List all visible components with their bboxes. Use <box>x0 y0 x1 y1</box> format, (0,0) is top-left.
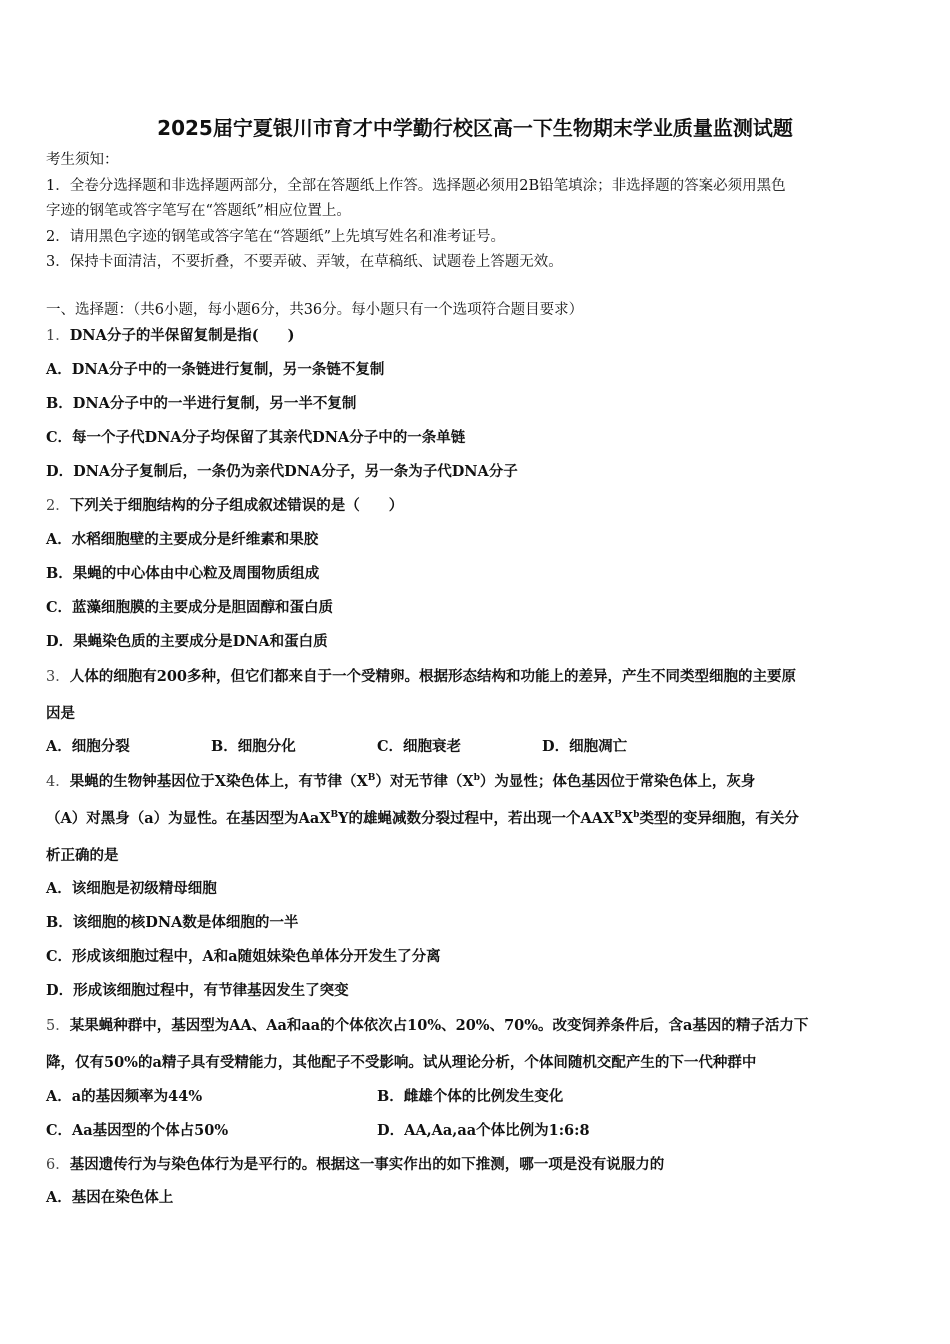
question-5-cont: 降，仅有50%的a精子具有受精能力，其他配子不受影响。试从理论分析，个体间随机交配产生的下一代种群中 <box>46 1054 757 1071</box>
question-text: DNA分子的半保留复制是指( ) <box>69 327 295 344</box>
q3-option-d: D．细胞凋亡 <box>542 738 628 755</box>
q3-option-a: A．细胞分裂 <box>46 738 130 755</box>
q4-option-c: C．形成该细胞过程中，A和a随姐妹染色单体分开发生了分离 <box>46 948 441 965</box>
q2-option-c: C．蓝藻细胞膜的主要成分是胆固醇和蛋白质 <box>46 599 334 616</box>
q4-option-b: B．该细胞的核DNA数是体细胞的一半 <box>46 914 299 931</box>
question-text: ）对无节律（X <box>375 773 474 790</box>
question-text: 基因遗传行为与染色体行为是平行的。根据这一事实作出的如下推测，哪一项是没有说服力的 <box>69 1156 665 1173</box>
question-text: 类型的变异细胞，有关分 <box>639 810 799 827</box>
notice-item-1-cont: 字迹的钢笔或答字笔写在“答题纸”相应位置上。 <box>46 203 351 219</box>
q5-options-row-1 <box>46 1087 906 1107</box>
question-number: 3． <box>46 669 70 685</box>
exam-title: 2025届宁夏银川市育才中学勤行校区高一下生物期末学业质量监测试题 <box>157 116 793 140</box>
question-text: 某果蝇种群中，基因型为AA、Aa和aa的个体依次占10%、20%、70%。改变饲养条件后，含a基因的精子活力下 <box>69 1017 809 1034</box>
question-6 <box>46 1155 664 1175</box>
q1-option-a: A．DNA分子中的一条链进行复制，另一条链不复制 <box>46 361 385 378</box>
question-text: Y的雄蝇减数分裂过程中，若出现一个AAX <box>338 810 615 827</box>
superscript: B <box>614 810 622 821</box>
notice-heading: 考生须知： <box>46 152 119 168</box>
question-3-cont: 因是 <box>46 705 75 722</box>
question-4-cont <box>46 809 799 829</box>
question-4 <box>46 772 755 792</box>
question-number: 2． <box>46 498 70 514</box>
q2-option-d: D．果蝇染色质的主要成分是DNA和蛋白质 <box>46 633 328 650</box>
notice-item-3: 3．保持卡面清洁，不要折叠，不要弄破、弄皱，在草稿纸、试题卷上答题无效。 <box>46 254 563 270</box>
question-text: 果蝇的生物钟基因位于X染色体上，有节律（X <box>69 773 368 790</box>
notice-item-2: 2．请用黑色字迹的钢笔或答字笔在“答题纸”上先填写姓名和准考证号。 <box>46 229 506 245</box>
q1-option-d: D．DNA分子复制后，一条仍为亲代DNA分子，另一条为子代DNA分子 <box>46 463 518 480</box>
question-number: 6． <box>46 1157 70 1173</box>
q3-option-c: C．细胞衰老 <box>377 738 462 755</box>
question-text: X <box>621 810 634 827</box>
question-number: 4． <box>46 774 70 790</box>
superscript: b <box>633 810 640 821</box>
notice-item-1: 1．全卷分选择题和非选择题两部分，全部在答题纸上作答。选择题必须用2B铅笔填涂；非选择题的答案必须用黑色 <box>46 178 786 194</box>
question-number: 5． <box>46 1018 70 1034</box>
q3-options <box>46 737 906 757</box>
q5-option-d: D．AA,Aa,aa个体比例为1:6:8 <box>377 1122 590 1139</box>
question-text: 人体的细胞有200多种，但它们都来自于一个受精卵。根据形态结构和功能上的差异，产生不同类型细胞的主要原 <box>69 668 796 685</box>
superscript: B <box>367 773 376 784</box>
q5-option-c: C．Aa基因型的个体占50% <box>46 1122 229 1139</box>
q2-option-b: B．果蝇的中心体由中心粒及周围物质组成 <box>46 565 320 582</box>
superscript: B <box>330 810 339 821</box>
question-text: ）为显性；体色基因位于常染色体上，灰身 <box>479 773 756 790</box>
question-text: 下列关于细胞结构的分子组成叙述错误的是（ ） <box>69 497 404 514</box>
q1-option-b: B．DNA分子中的一半进行复制，另一半不复制 <box>46 395 357 412</box>
q5-option-b: B．雌雄个体的比例发生变化 <box>377 1088 564 1105</box>
q1-option-c: C．每一个子代DNA分子均保留了其亲代DNA分子中的一条单链 <box>46 429 466 446</box>
section-heading: 一、选择题：（共6小题，每小题6分，共36分。每小题只有一个选项符合题目要求） <box>46 302 584 318</box>
q4-option-d: D．形成该细胞过程中，有节律基因发生了突变 <box>46 982 349 999</box>
question-4-cont-2: 析正确的是 <box>46 847 119 864</box>
q3-option-b: B．细胞分化 <box>211 738 296 755</box>
q5-option-a: A．a的基因频率为44% <box>46 1088 203 1105</box>
question-number: 1． <box>46 328 70 344</box>
question-2 <box>46 496 403 516</box>
q6-option-a: A．基因在染色体上 <box>46 1189 174 1206</box>
question-text: （A）对黑身（a）为显性。在基因型为AaX <box>46 810 331 827</box>
superscript: b <box>473 773 480 784</box>
q5-options-row-2 <box>46 1121 906 1141</box>
question-3 <box>46 667 796 687</box>
question-1 <box>46 326 295 346</box>
q4-option-a: A．该细胞是初级精母细胞 <box>46 880 217 897</box>
question-5 <box>46 1016 808 1036</box>
q2-option-a: A．水稻细胞壁的主要成分是纤维素和果胶 <box>46 531 319 548</box>
